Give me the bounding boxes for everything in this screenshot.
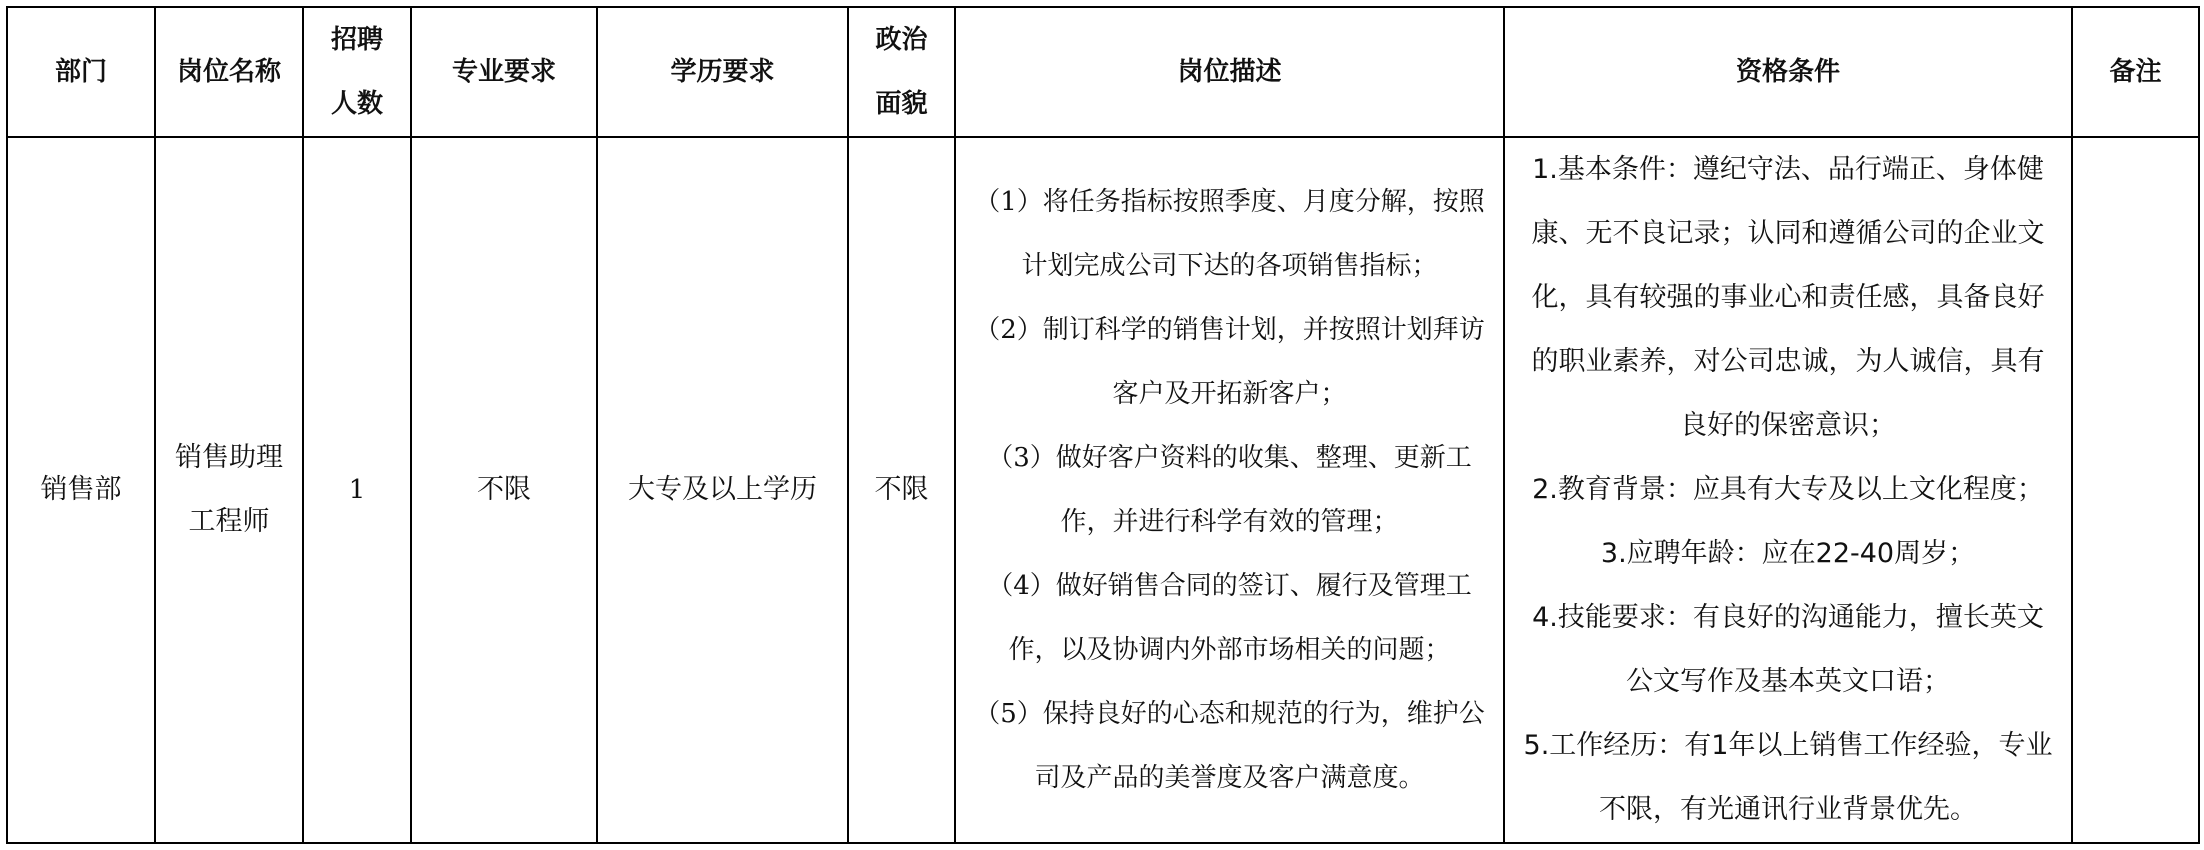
header-count-line1: 招聘	[330, 25, 383, 55]
header-political	[848, 7, 955, 137]
header-count	[303, 7, 411, 137]
header-description: 岗位描述	[955, 7, 1504, 137]
qualification-item-2: 2.教育背景：应具有大专及以上文化程度；	[1532, 474, 2044, 505]
cell-dept: 销售部	[7, 137, 155, 843]
header-major: 专业要求	[411, 7, 597, 137]
header-education: 学历要求	[597, 7, 848, 137]
description-item-5: （5）保持良好的心态和规范的行为，维护公司及产品的美誉度及客户满意度。	[974, 699, 1485, 793]
header-position: 岗位名称	[155, 7, 303, 137]
description-item-1: （1）将任务指标按照季度、月度分解，按照计划完成公司下达的各项销售指标；	[974, 187, 1485, 281]
cell-count: 1	[303, 137, 411, 843]
qualification-item-3: 3.应聘年龄：应在22-40周岁；	[1600, 538, 1976, 569]
cell-position-line2: 工程师	[188, 506, 270, 537]
cell-position-line1: 销售助理	[175, 442, 283, 473]
header-dept: 部门	[7, 7, 155, 137]
header-political-line1: 政治	[875, 25, 928, 55]
cell-education: 大专及以上学历	[597, 137, 848, 843]
cell-political: 不限	[848, 137, 955, 843]
description-item-3: （3）做好客户资料的收集、整理、更新工作，并进行科学有效的管理；	[987, 443, 1472, 537]
description-item-2: （2）制订科学的销售计划，并按照计划拜访客户及开拓新客户；	[974, 315, 1485, 409]
header-remarks: 备注	[2072, 7, 2199, 137]
qualification-item-1: 1.基本条件：遵纪守法、品行端正、身体健康、无不良记录；认同和遵循公司的企业文化，具有较强的事业心和责任感，具备良好的职业素养，对公司忠诚，为人诚信，具有良好的保密意识；	[1531, 154, 2045, 441]
recruitment-table	[6, 6, 2200, 844]
header-count-line2: 人数	[330, 89, 383, 119]
header-qualifications: 资格条件	[1504, 7, 2072, 137]
header-political-line2: 面貌	[875, 89, 928, 119]
header-row	[7, 7, 2199, 137]
cell-remarks	[2072, 137, 2199, 843]
cell-position	[155, 137, 303, 843]
cell-qualifications	[1504, 137, 2072, 843]
table-row	[7, 137, 2199, 843]
qualification-item-5: 5.工作经历：有1年以上销售工作经验，专业不限，有光通讯行业背景优先。	[1523, 730, 2053, 825]
description-item-4: （4）做好销售合同的签订、履行及管理工作，以及协调内外部市场相关的问题；	[987, 571, 1472, 665]
cell-major: 不限	[411, 137, 597, 843]
qualification-item-4: 4.技能要求：有良好的沟通能力，擅长英文公文写作及基本英文口语；	[1532, 602, 2044, 697]
cell-description	[955, 137, 1504, 843]
